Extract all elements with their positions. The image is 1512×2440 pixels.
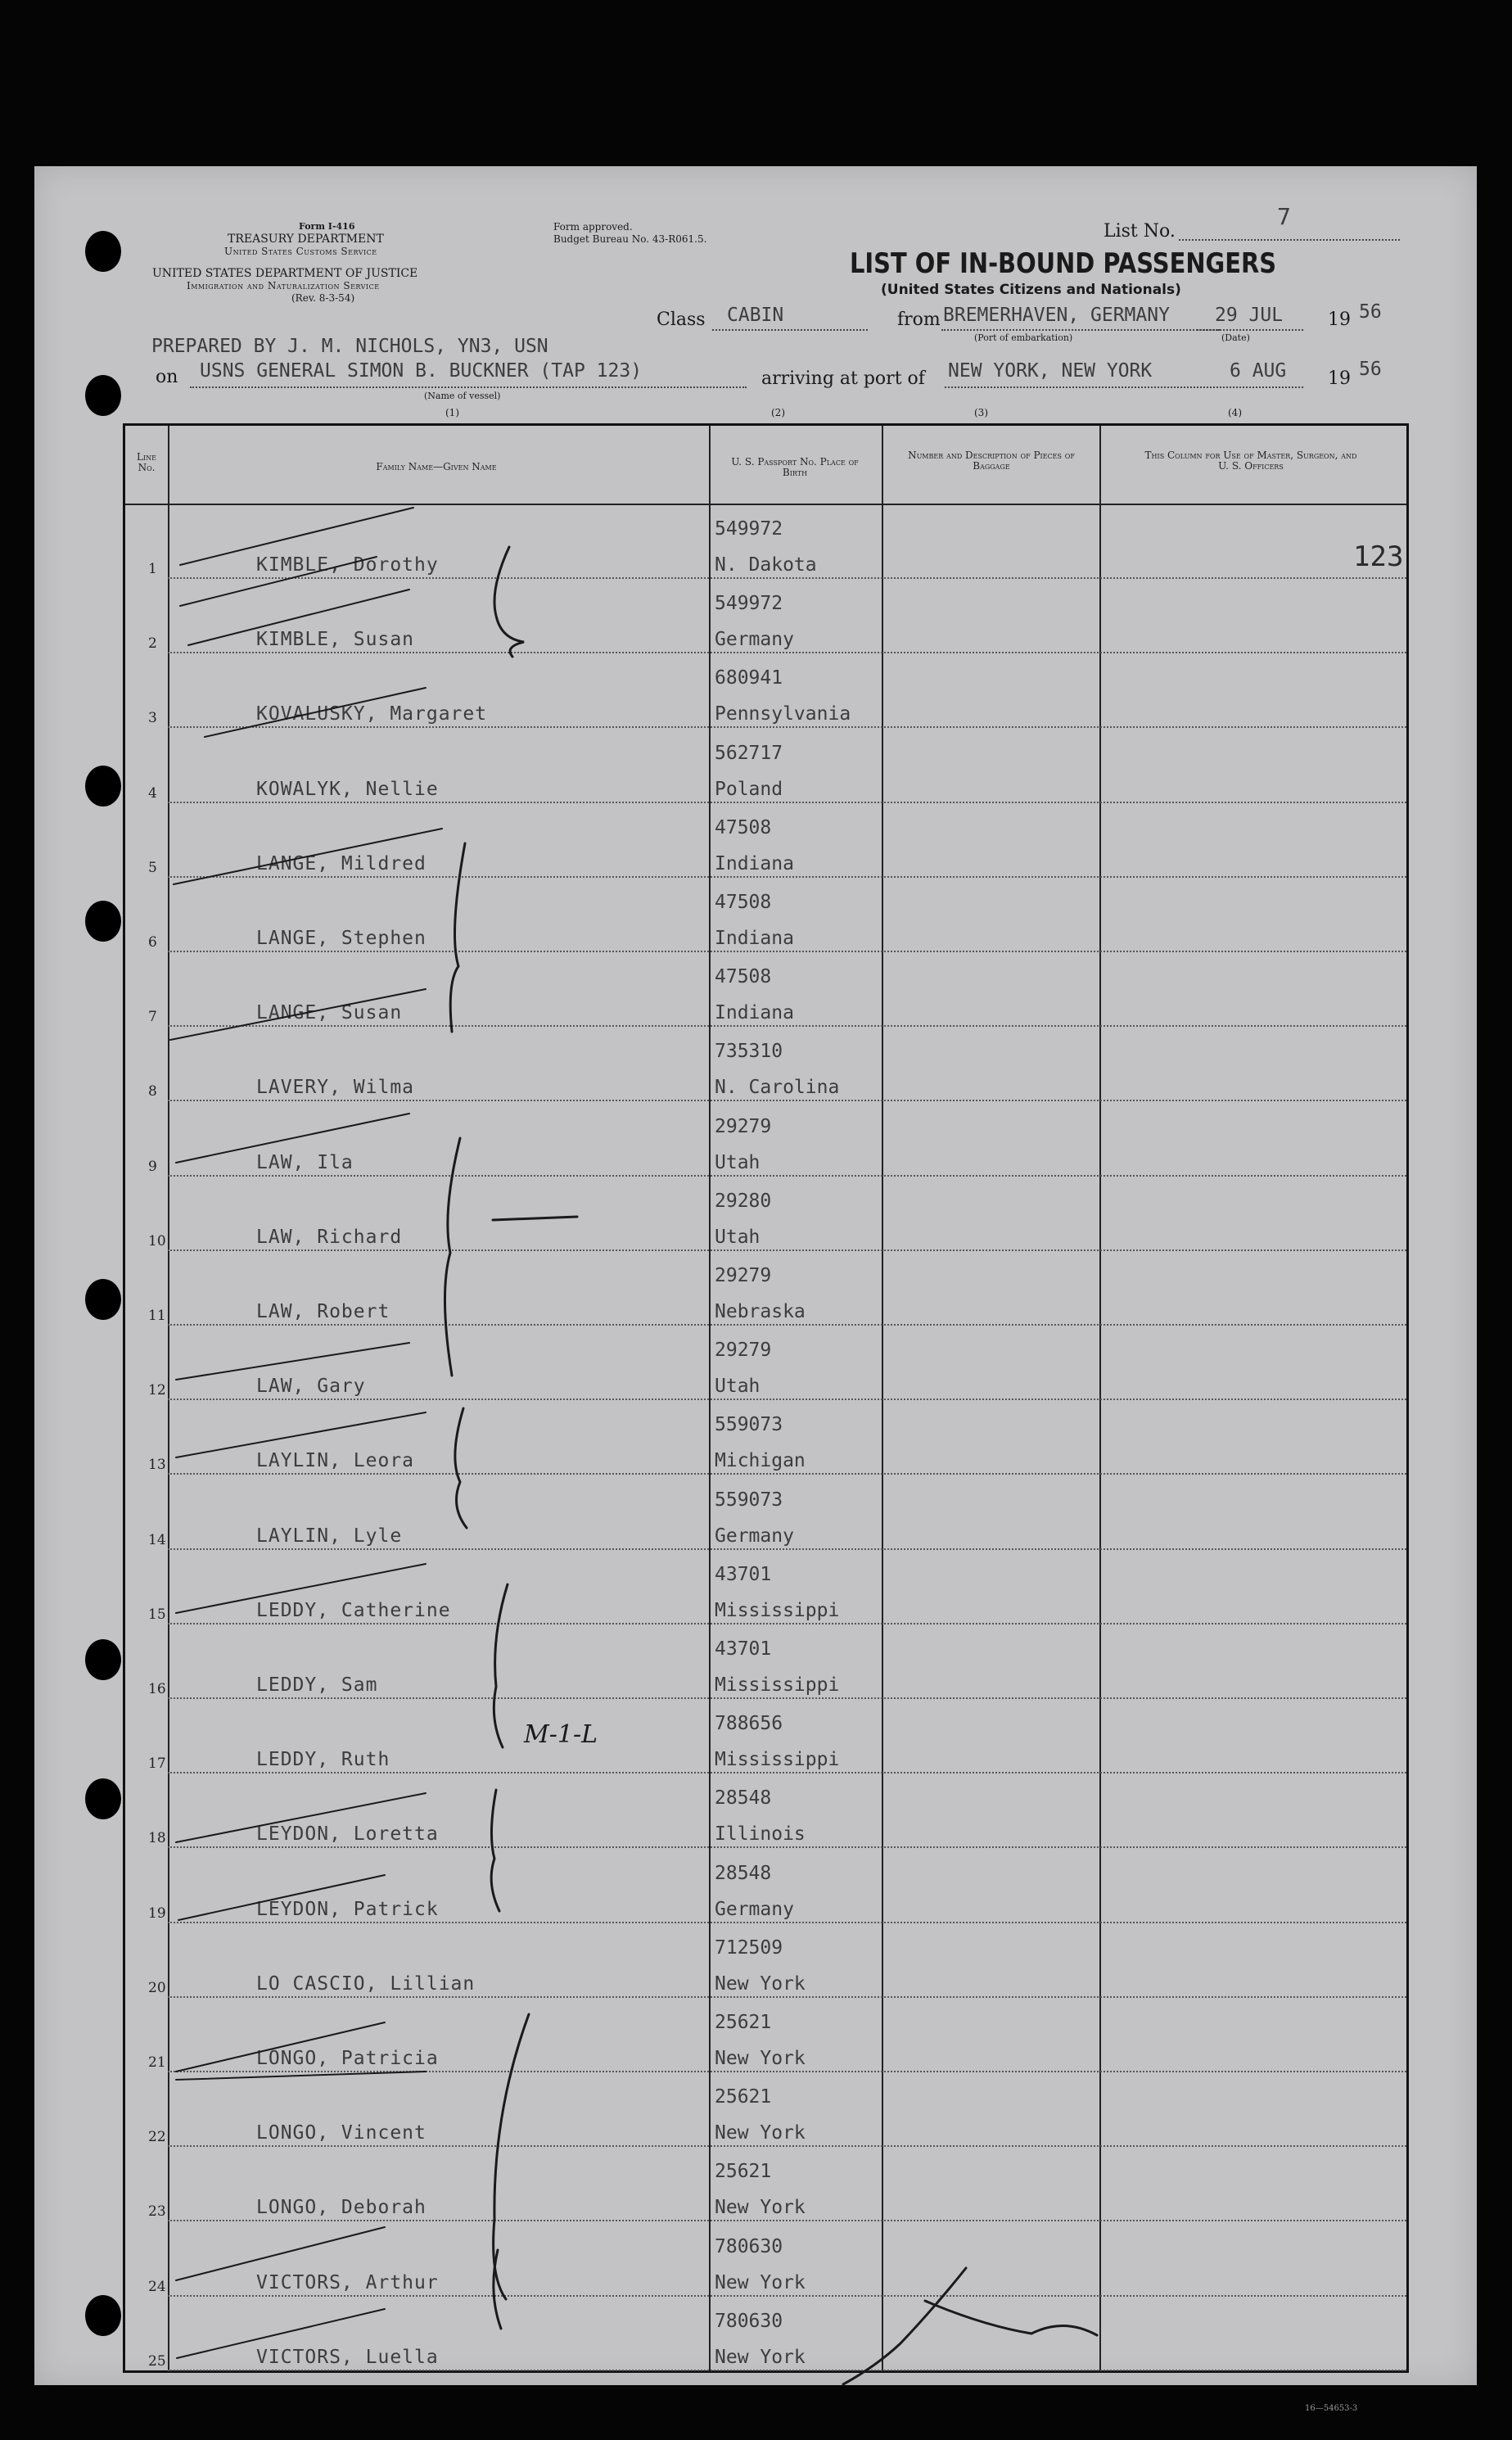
line-number: 10 [148, 1232, 166, 1249]
header-passport: U. S. Passport No. Place of Birth [731, 456, 859, 478]
passenger-name: LAVERY, Wilma [256, 1077, 415, 1099]
dash-mark [493, 1217, 577, 1220]
col-num-4: (4) [1228, 407, 1242, 418]
passenger-name: LAW, Gary [256, 1376, 366, 1398]
line-number: 17 [148, 1755, 166, 1773]
col-num-3: (3) [974, 407, 988, 418]
customs-service: United States Customs Service [224, 246, 377, 257]
passenger-name: LO CASCIO, Lillian [256, 1972, 476, 1995]
line-number: 6 [148, 934, 157, 951]
line-number: 25 [148, 2352, 166, 2370]
line-number: 18 [148, 1830, 166, 1847]
place-of-birth: Indiana [715, 1002, 794, 1024]
passport-number: 559073 [715, 1414, 783, 1436]
passport-number: 47508 [715, 892, 772, 913]
from-label: from [897, 310, 941, 330]
line-number: 13 [148, 1457, 166, 1474]
revision-date: (Rev. 8-3-54) [291, 292, 355, 304]
passenger-name: VICTORS, Luella [256, 2346, 439, 2368]
place-of-birth: Utah [715, 1151, 761, 1173]
passport-number: 29279 [715, 1265, 772, 1286]
class-label: Class [657, 310, 706, 330]
year-prefix-depart: 19 [1328, 310, 1351, 330]
arrival-port: NEW YORK, NEW YORK [948, 360, 1153, 382]
passenger-name: KOVALUSKY, Margaret [256, 703, 488, 725]
form-approved: Form approved. [553, 221, 633, 233]
place-of-birth: New York [715, 2048, 806, 2069]
justice-department: UNITED STATES DEPARTMENT OF JUSTICE [152, 267, 418, 280]
passport-number: 549972 [715, 593, 783, 615]
passport-number: 28548 [715, 1787, 772, 1810]
bracket-mark [494, 2014, 529, 2299]
passenger-name: LAW, Ila [256, 1151, 354, 1173]
line-number: 20 [148, 1979, 166, 1996]
passport-number: 47508 [715, 966, 772, 988]
place-of-birth: Germany [715, 629, 794, 651]
passport-number: 788656 [715, 1713, 783, 1735]
passport-number: 43701 [715, 1638, 772, 1660]
line-number: 22 [148, 2129, 166, 2146]
class-value: CABIN [727, 305, 784, 326]
place-of-birth: N. Dakota [715, 554, 817, 576]
bracket-mark [494, 547, 524, 657]
prepared-by: PREPARED BY J. M. NICHOLS, YN3, USN [151, 336, 548, 357]
place-of-birth: Germany [715, 1898, 794, 1920]
passport-number: 29280 [715, 1190, 772, 1212]
header-line-no: Line No. [137, 451, 156, 473]
passenger-name: LONGO, Vincent [256, 2122, 427, 2144]
year-prefix-arrive: 19 [1328, 368, 1351, 389]
passenger-name: LANGE, Stephen [256, 928, 427, 949]
arriving-label: arriving at port of [761, 368, 925, 389]
place-of-birth: Germany [715, 1525, 794, 1547]
place-of-birth: Mississippi [715, 1674, 840, 1696]
passenger-name: VICTORS, Arthur [256, 2271, 439, 2293]
passport-number: 29279 [715, 1115, 772, 1137]
passport-number: 735310 [715, 1041, 783, 1063]
place-of-birth: Indiana [715, 852, 794, 874]
line-number: 12 [148, 1382, 166, 1399]
place-of-birth: Illinois [715, 1823, 806, 1846]
passport-number: 780630 [715, 2235, 783, 2257]
form-title: LIST OF IN-BOUND PASSENGERS [850, 247, 1277, 280]
passenger-name: LEYDON, Patrick [256, 1898, 439, 1920]
line-number: 14 [148, 1531, 166, 1548]
passenger-name: LAW, Robert [256, 1301, 390, 1322]
line-number: 11 [148, 1308, 166, 1324]
passenger-name: LEDDY, Sam [256, 1674, 378, 1696]
place-of-birth: Mississippi [715, 1749, 840, 1771]
year-suffix-depart: 56 [1359, 301, 1382, 323]
list-no-label: List No. [1104, 221, 1176, 242]
bracket-mark [445, 1138, 460, 1376]
arrival-date: 6 AUG [1230, 360, 1287, 382]
departure-date: 29 JUL [1215, 305, 1284, 326]
line-number: 9 [148, 1158, 157, 1175]
passenger-name: LAW, Richard [256, 1226, 403, 1248]
place-of-birth: New York [715, 2346, 806, 2368]
place-of-birth: New York [715, 2122, 806, 2144]
line-number: 1 [148, 561, 157, 577]
date-caption: (Date) [1221, 332, 1250, 343]
passport-number: 25621 [715, 2012, 772, 2033]
line-number: 2 [148, 635, 157, 653]
passport-number: 47508 [715, 816, 772, 838]
form-number: Form I-416 [299, 221, 355, 232]
place-of-birth: New York [715, 2271, 806, 2293]
port-of-embarkation: BREMERHAVEN, GERMANY [943, 305, 1170, 326]
list-no-value: 7 [1277, 203, 1291, 230]
passport-number: 562717 [715, 742, 783, 764]
place-of-birth: Poland [715, 778, 783, 800]
line-number: 7 [148, 1009, 157, 1026]
line-number: 8 [148, 1083, 157, 1100]
signature-mark [843, 2268, 1097, 2384]
line-number: 24 [148, 2278, 166, 2295]
place-of-birth: N. Carolina [715, 1077, 840, 1099]
col-num-1: (1) [445, 407, 459, 418]
place-of-birth: Utah [715, 1226, 761, 1248]
place-of-birth: New York [715, 2197, 806, 2219]
line-number: 4 [148, 784, 157, 802]
header-baggage: Number and Description of Pieces of Baggage [908, 450, 1075, 472]
line-number: 16 [148, 1681, 166, 1697]
passport-number: 680941 [715, 667, 783, 689]
place-of-birth: Pennsylvania [715, 703, 851, 725]
budget-bureau: Budget Bureau No. 43-R061.5. [553, 233, 707, 245]
passport-number: 549972 [715, 518, 783, 540]
passenger-name: LONGO, Deborah [256, 2197, 427, 2219]
passenger-name: LAYLIN, Leora [256, 1450, 415, 1472]
margin-mark: M-1-L [524, 1720, 598, 1749]
line-number: 19 [148, 1905, 166, 1922]
immigration-service: Immigration and Naturalization Service [187, 280, 380, 291]
form-subtitle: (United States Citizens and Nationals) [881, 282, 1181, 298]
footer-code: 16—54653-3 [1305, 2404, 1358, 2413]
passport-number: 29279 [715, 1340, 772, 1362]
check-strokes [170, 508, 442, 2358]
header-name: Family Name—Given Name [376, 461, 497, 472]
line-number: 3 [148, 710, 157, 727]
vessel-name: USNS GENERAL SIMON B. BUCKNER (TAP 123) [200, 360, 643, 382]
col-num-2: (2) [771, 407, 785, 418]
port-caption: (Port of embarkation) [974, 332, 1073, 343]
place-of-birth: Mississippi [715, 1599, 840, 1621]
passenger-name: LANGE, Susan [256, 1002, 403, 1024]
passenger-name: KIMBLE, Susan [256, 629, 415, 651]
place-of-birth: New York [715, 1972, 806, 1995]
passport-number: 559073 [715, 1489, 783, 1511]
passport-number: 780630 [715, 2310, 783, 2332]
bracket-mark [450, 843, 465, 1032]
passport-number: 25621 [715, 2161, 772, 2183]
place-of-birth: Utah [715, 1376, 761, 1398]
passenger-name: LEYDON, Loretta [256, 1823, 439, 1846]
passenger-name: KIMBLE, Dorothy [256, 554, 439, 576]
line-number: 5 [148, 859, 157, 876]
line-number: 23 [148, 2203, 166, 2221]
bracket-mark [494, 1584, 508, 1747]
passport-number: 43701 [715, 1563, 772, 1585]
passenger-name: KOWALYK, Nellie [256, 778, 439, 800]
line-number: 21 [148, 2054, 166, 2071]
place-of-birth: Nebraska [715, 1301, 806, 1322]
passenger-name: LAYLIN, Lyle [256, 1525, 403, 1547]
officer-note: 123 [1353, 540, 1404, 573]
place-of-birth: Michigan [715, 1450, 806, 1472]
vessel-caption: (Name of vessel) [424, 391, 501, 401]
passenger-name: LANGE, Mildred [256, 852, 427, 874]
passport-number: 28548 [715, 1862, 772, 1884]
bracket-mark [491, 1790, 499, 1911]
passenger-name: LEDDY, Catherine [256, 1599, 451, 1621]
passenger-name: LONGO, Patricia [256, 2048, 439, 2069]
passenger-name: LEDDY, Ruth [256, 1749, 390, 1771]
header-officers: This Column for Use of Master, Surgeon, and U. S. Officers [1144, 450, 1357, 472]
line-number: 15 [148, 1606, 166, 1623]
passport-number: 712509 [715, 1936, 783, 1959]
bracket-mark [455, 1408, 467, 1528]
year-suffix-arrive: 56 [1359, 359, 1382, 380]
passport-number: 25621 [715, 2086, 772, 2108]
treasury-department: TREASURY DEPARTMENT [228, 233, 384, 246]
on-label: on [156, 367, 178, 387]
place-of-birth: Indiana [715, 928, 794, 949]
